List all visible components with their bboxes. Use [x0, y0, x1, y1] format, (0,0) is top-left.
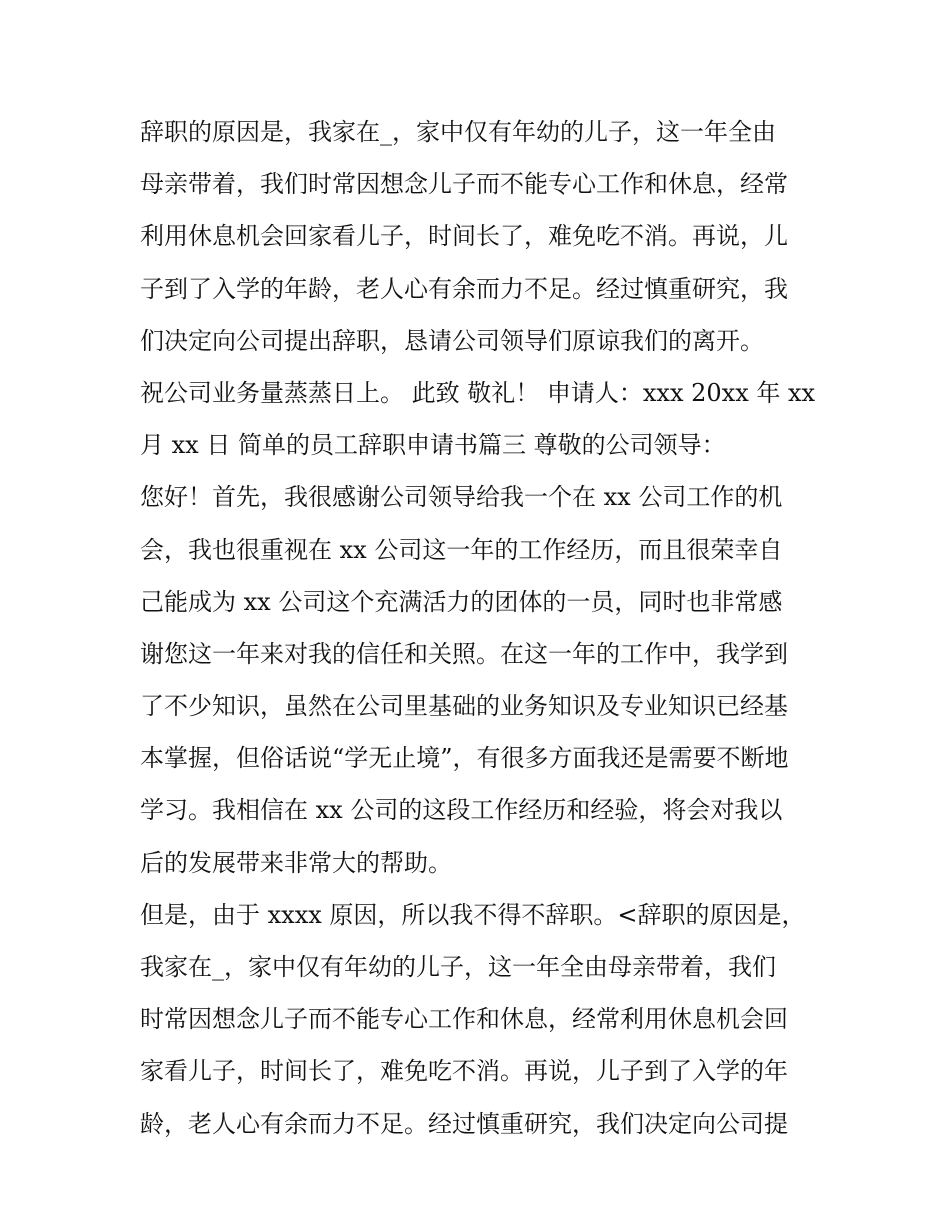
text-line: 月 xx 日 简单的员工辞职申请书篇三 尊敬的公司领导：	[140, 431, 726, 460]
text-line: 但是，由于 xxxx 原因，所以我不得不辞职。<辞职的原因是，	[140, 900, 806, 929]
text-line: 时常因想念儿子而不能专心工作和休息，经常利用休息机会回	[140, 1005, 788, 1034]
text-line: 我家在_，家中仅有年幼的儿子，这一年全由母亲带着，我们	[140, 953, 776, 981]
text-line: 家看儿子，时间长了，难免吃不消。再说，儿子到了入学的年	[140, 1057, 788, 1086]
text-line: 会，我也很重视在 xx 公司这一年的工作经历，而且很荣幸自	[140, 535, 783, 564]
text-line: 母亲带着，我们时常因想念儿子而不能专心工作和休息，经常	[140, 170, 788, 199]
text-line: 后的发展带来非常大的帮助。	[140, 848, 452, 877]
text-line: 子到了入学的年龄，老人心有余而力不足。经过慎重研究，我	[140, 274, 788, 303]
text-line: 学习。我相信在 xx 公司的这段工作经历和经验，将会对我以	[140, 796, 783, 825]
text-line: 本掌握，但俗话说“学无止境”，有很多方面我还是需要不断地	[140, 744, 789, 773]
text-line: 龄，老人心有余而力不足。经过慎重研究，我们决定向公司提	[140, 1109, 788, 1138]
text-line: 们决定向公司提出辞职，恳请公司领导们原谅我们的离开。	[140, 326, 764, 355]
text-line: 谢您这一年来对我的信任和关照。在这一年的工作中，我学到	[140, 639, 788, 668]
document-body	[140, 106, 820, 1150]
text-line: 了不少知识，虽然在公司里基础的业务知识及专业知识已经基	[140, 692, 788, 721]
text-line: 辞职的原因是，我家在_，家中仅有年幼的儿子，这一年全由	[140, 118, 776, 146]
text-line: 己能成为 xx 公司这个充满活力的团体的一员，同时也非常感	[140, 587, 783, 616]
text-line: 祝公司业务量蒸蒸日上。 此致 敬礼！ 申请人：xxx 20xx 年 xx	[140, 378, 816, 407]
text-line: 利用休息机会回家看儿子，时间长了，难免吃不消。再说，儿	[140, 222, 788, 251]
text-line: 您好！首先，我很感谢公司领导给我一个在 xx 公司工作的机	[140, 483, 783, 512]
